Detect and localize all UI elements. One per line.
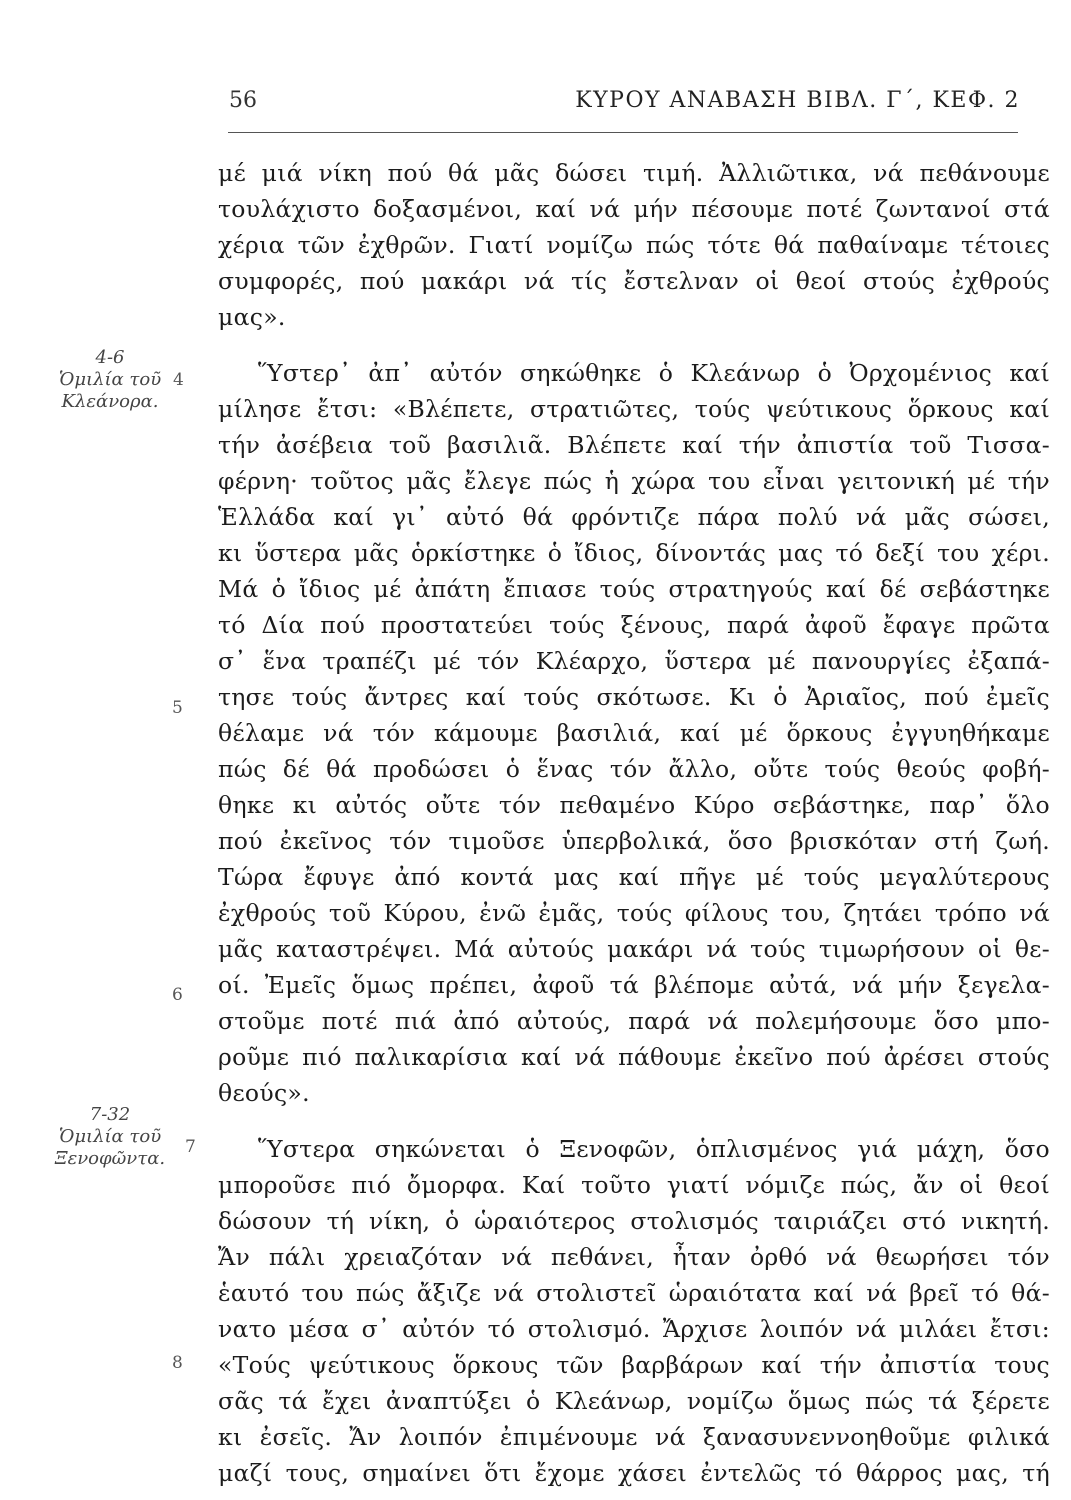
text-line: Ὕστερ᾽ ἀπ᾽ αὐτόν σηκώθηκε ὁ Κλεάνωρ ὁ Ὀρχομένιος καί [258,359,1050,387]
text-line: στοῦμε ποτέ πιά ἀπό αὐτούς, παρά νά πολεμήσουμε ὅσο μπο- [218,1007,1050,1035]
text-line: φέρνη· τοῦτος μᾶς ἔλεγε πώς ἡ χώρα του εἶναι γειτονική μέ τήν [218,467,1050,495]
page-number: 56 [229,88,257,113]
margin-note-name: Κλεάνορα. [61,391,159,412]
text-line: κι ὕστερα μᾶς ὁρκίστηκε ὁ ἴδιος, δίνοντάς μας τό δεξί του χέρι. [218,539,1050,567]
text-line: νατο μέσα σ᾽ αὐτόν τό στολισμό. Ἄρχισε λοιπόν νά μιλάει ἔτσι: [218,1315,1050,1343]
text-line: τησε τούς ἄντρες καί τούς σκότωσε. Κι ὁ Ἀριαῖος, πού ἐμεῖς [218,683,1050,711]
text-line: ἑαυτό του πώς ἄξιζε νά στολιστεῖ ὡραιότατα καί νά βρεῖ τό θά- [218,1279,1050,1307]
margin-note-title: Ὁμιλία τοῦ [58,1126,162,1147]
text-line: Τώρα ἔφυγε ἀπό κοντά μας καί πῆγε μέ τούς μεγαλύτερους [218,863,1050,891]
section-number: 4 [173,370,184,390]
text-line: ροῦμε πιό παλικαρίσια καί νά πάθουμε ἐκεῖνο πού ἀρέσει στούς [218,1043,1050,1071]
text-line: μίλησε ἔτσι: «Βλέπετε, στρατιῶτες, τούς ψεύτικους ὅρκους καί [218,395,1050,423]
text-line: ἐχθρούς τοῦ Κύρου, ἐνῶ ἐμᾶς, τούς φίλους του, ζητάει τρόπο νά [218,899,1050,927]
text-line: μαζί τους, σημαίνει ὅτι ἔχομε χάσει ἐντελῶς τό θάρρος μας, τή [218,1459,1050,1487]
text-line: δώσουν τή νίκη, ὁ ὡραιότερος στολισμός ταιριάζει στό νικητή. [218,1207,1050,1235]
text-line: μᾶς καταστρέψει. Μά αὐτούς μακάρι νά τούς τιμωρήσουν οἱ θε- [218,935,1050,963]
section-number: 6 [172,985,183,1005]
running-title: ΚΥΡΟΥ ΑΝΑΒΑΣΗ ΒΙΒΛ. Γ΄, ΚΕΦ. 2 [575,88,1020,113]
text-line: Ὕστερα σηκώνεται ὁ Ξενοφῶν, ὁπλισμένος γιά μάχη, ὅσο [258,1135,1050,1163]
text-line: κι ἐσεῖς. Ἄν λοιπόν ἐπιμένουμε νά ξανασυνεννοηθοῦμε φιλικά [218,1423,1050,1451]
text-line: θηκε κι αὐτός οὔτε τόν πεθαμένο Κύρο σεβάστηκε, παρ᾽ ὅλο [218,791,1050,819]
header-rule [228,132,1018,133]
text-line: μποροῦσε πιό ὄμορφα. Καί τοῦτο γιατί νόμιζε πώς, ἄν οἱ θεοί [218,1171,1050,1199]
section-number: 8 [172,1353,183,1373]
page-header [225,88,1020,128]
text-line: τουλάχιστο δοξασμένοι, καί νά μήν πέσουμε ποτέ ζωντανοί στά [218,195,1050,223]
margin-note-kleanor [45,347,175,413]
text-line: «Τούς ψεύτικους ὅρκους τῶν βαρβάρων καί τήν ἀπιστία τους [218,1351,1050,1379]
margin-note-name: Ξενοφῶντα. [54,1148,166,1169]
text-line: θέλαμε νά τόν κάμουμε βασιλιά, καί μέ ὅρκους ἐγγυηθήκαμε [218,719,1050,747]
text-line: συμφορές, πού μακάρι νά τίς ἔστελναν οἱ θεοί στούς ἐχθρούς [218,267,1050,295]
text-line: σ᾽ ἕνα τραπέζι μέ τόν Κλέαρχο, ὕστερα μέ πανουργίες ἐξαπά- [218,647,1050,675]
section-number: 7 [185,1137,196,1157]
text-line: Μά ὁ ἴδιος μέ ἀπάτη ἔπιασε τούς στρατηγούς καί δέ σεβάστηκε [218,575,1050,603]
margin-note-range: 4-6 [95,347,125,368]
text-line: Ἄν πάλι χρειαζόταν νά πεθάνει, ἦταν ὀρθό νά θεωρήσει τόν [218,1243,1050,1271]
text-line: οί. Ἐμεῖς ὅμως πρέπει, ἀφοῦ τά βλέπομε αὐτά, νά μήν ξεγελα- [218,971,1050,999]
text-line: θεούς». [218,1079,310,1107]
text-line: Ἑλλάδα καί γι᾽ αὐτό θά φρόντιζε πάρα πολύ νά μᾶς σώσει, [218,503,1050,531]
text-line: τήν ἀσέβεια τοῦ βασιλιᾶ. Βλέπετε καί τήν ἀπιστία τοῦ Τισσα- [218,431,1050,459]
section-number: 5 [172,698,183,718]
text-line: τό Δία πού προστατεύει τούς ξένους, παρά ἀφοῦ ἔφαγε πρῶτα [218,611,1050,639]
margin-note-range: 7-32 [89,1104,131,1125]
margin-note-title: Ὁμιλία τοῦ [58,369,162,390]
text-line: μέ μιά νίκη πού θά μᾶς δώσει τιμή. Ἀλλιῶτικα, νά πεθάνουμε [218,159,1050,187]
text-line: χέρια τῶν ἐχθρῶν. Γιατί νομίζω πώς τότε θά παθαίναμε τέτοιες [218,231,1050,259]
text-line: μας». [218,303,286,331]
text-line: πού ἐκεῖνος τόν τιμοῦσε ὑπερβολικά, ὅσο βρισκόταν στή ζωή. [218,827,1050,855]
text-line: σᾶς τά ἔχει ἀναπτύξει ὁ Κλεάνωρ, νομίζω ὅμως πώς τά ξέρετε [218,1387,1050,1415]
text-line: πώς δέ θά προδώσει ὁ ἕνας τόν ἄλλο, οὔτε τούς θεούς φοβή- [218,755,1050,783]
margin-note-xenophon [45,1104,175,1170]
